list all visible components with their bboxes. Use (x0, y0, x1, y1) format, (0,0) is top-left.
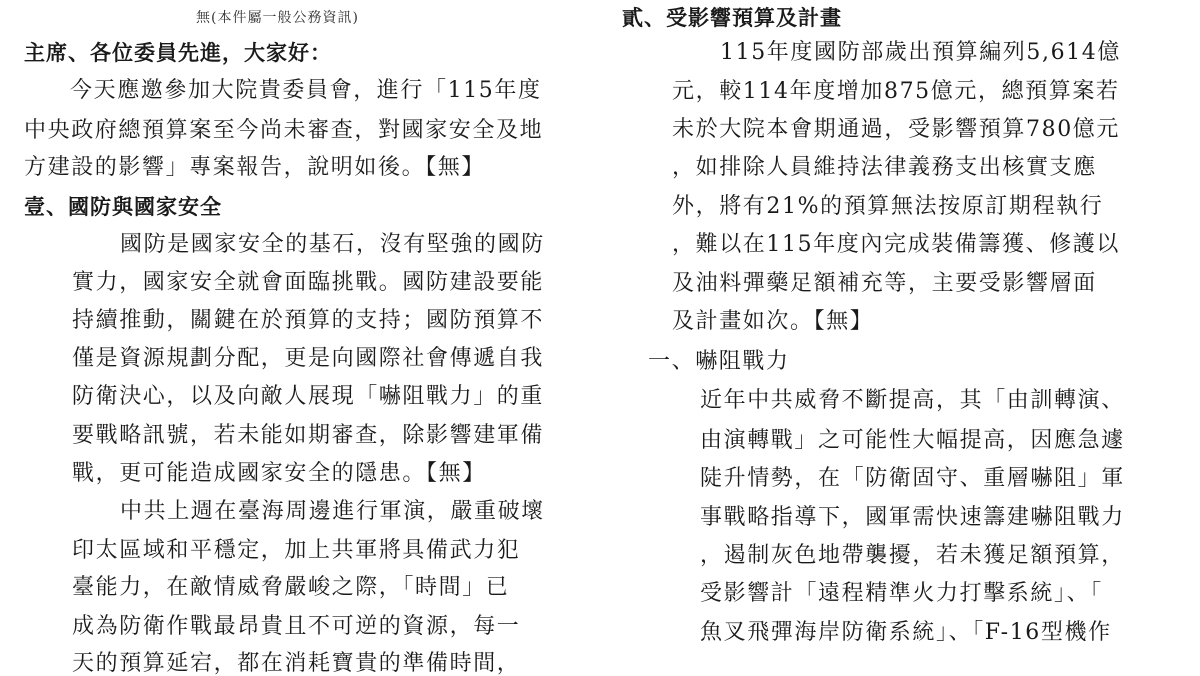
deterrence-para-line: ，遏制灰色地帶襲擾，若未獲足額預算， (700, 543, 1125, 568)
budget-para-line: 元，較114年度增加875億元，總預算案若 (672, 79, 1120, 104)
para-two-line: 臺能力，在敵情威脅嚴峻之際，「時間」已 (72, 575, 510, 600)
para-one-line: 僅是資源規劃分配，更是向國際社會傳遞自我 (72, 346, 545, 371)
greeting-heading: 主席、各位委員先進，大家好： (24, 41, 332, 65)
classification-mark: 無(本件屬一般公務資訊) (196, 10, 359, 26)
para-one-line: 戰，更可能造成國家安全的隱患。【無】 (72, 461, 486, 486)
para-two-line: 中共上週在臺海周邊進行軍演，嚴重破壞 (120, 499, 545, 524)
budget-para-line: 未於大院本會期通過，受影響預算780億元 (672, 117, 1120, 142)
budget-para-line: 及油料彈藥足額補充等，主要受影響層面 (672, 271, 1097, 296)
para-one-line: 防衛決心，以及向敵人展現「嚇阻戰力」的重 (72, 384, 545, 409)
deterrence-para-line: 魚叉飛彈海岸防衛系統」、「F-16型機作 (700, 620, 1112, 645)
section-two-heading: 貳、受影響預算及計畫 (622, 6, 842, 30)
deterrence-para-line: 近年中共威脅不斷提高，其「由訓轉演、 (700, 388, 1125, 413)
intro-line: 中央政府總預算案至今尚未審查，對國家安全及地 (24, 118, 544, 143)
para-two-line: 印太區域和平穩定，加上共軍將具備武力犯 (72, 538, 521, 563)
para-one-line: 持續推動，關鍵在於預算的支持；國防預算不 (72, 308, 545, 333)
deterrence-para-line: 受影響計「遠程精準火力打擊系統」、「 (700, 581, 1103, 606)
para-two-line: 天的預算延宕，都在消耗寶貴的準備時間， (72, 651, 521, 676)
section-one-heading: 壹、國防與國家安全 (24, 195, 222, 219)
para-one-line: 實力，國家安全就會面臨挑戰。國防建設要能 (72, 270, 545, 295)
para-one-line: 國防是國家安全的基石，沒有堅強的國防 (120, 232, 545, 257)
budget-para-line: 及計畫如次。【無】 (672, 309, 874, 334)
deterrence-para-line: 由演轉戰」之可能性大幅提高，因應急遽 (700, 428, 1125, 453)
budget-para-line: 115年度國防部歲出預算編列5,614億 (720, 40, 1121, 65)
deterrence-para-line: 事戰略指導下，國軍需快速籌建嚇阻戰力 (700, 505, 1125, 530)
budget-para-line: ，難以在115年度內完成裝備籌獲、修護以 (672, 232, 1120, 257)
budget-para-line: ，如排除人員維持法律義務支出核實支應 (672, 155, 1097, 180)
para-two-line: 成為防衛作戰最昂貴且不可逆的資源，每一 (72, 614, 521, 639)
budget-para-line: 外，將有21%的預算無法按原訂期程執行 (672, 194, 1104, 219)
para-one-line: 要戰略訊號，若未能如期審查，除影響建軍備 (72, 423, 545, 448)
sub-heading-deterrence: 一、嚇阻戰力 (648, 349, 790, 374)
deterrence-para-line: 陡升情勢，在「防衛固守、重層嚇阻」軍 (700, 466, 1125, 491)
intro-line: 方建設的影響」專案報告，說明如後。【無】 (24, 155, 486, 180)
intro-line: 今天應邀參加大院貴委員會，進行「115年度 (70, 78, 542, 103)
